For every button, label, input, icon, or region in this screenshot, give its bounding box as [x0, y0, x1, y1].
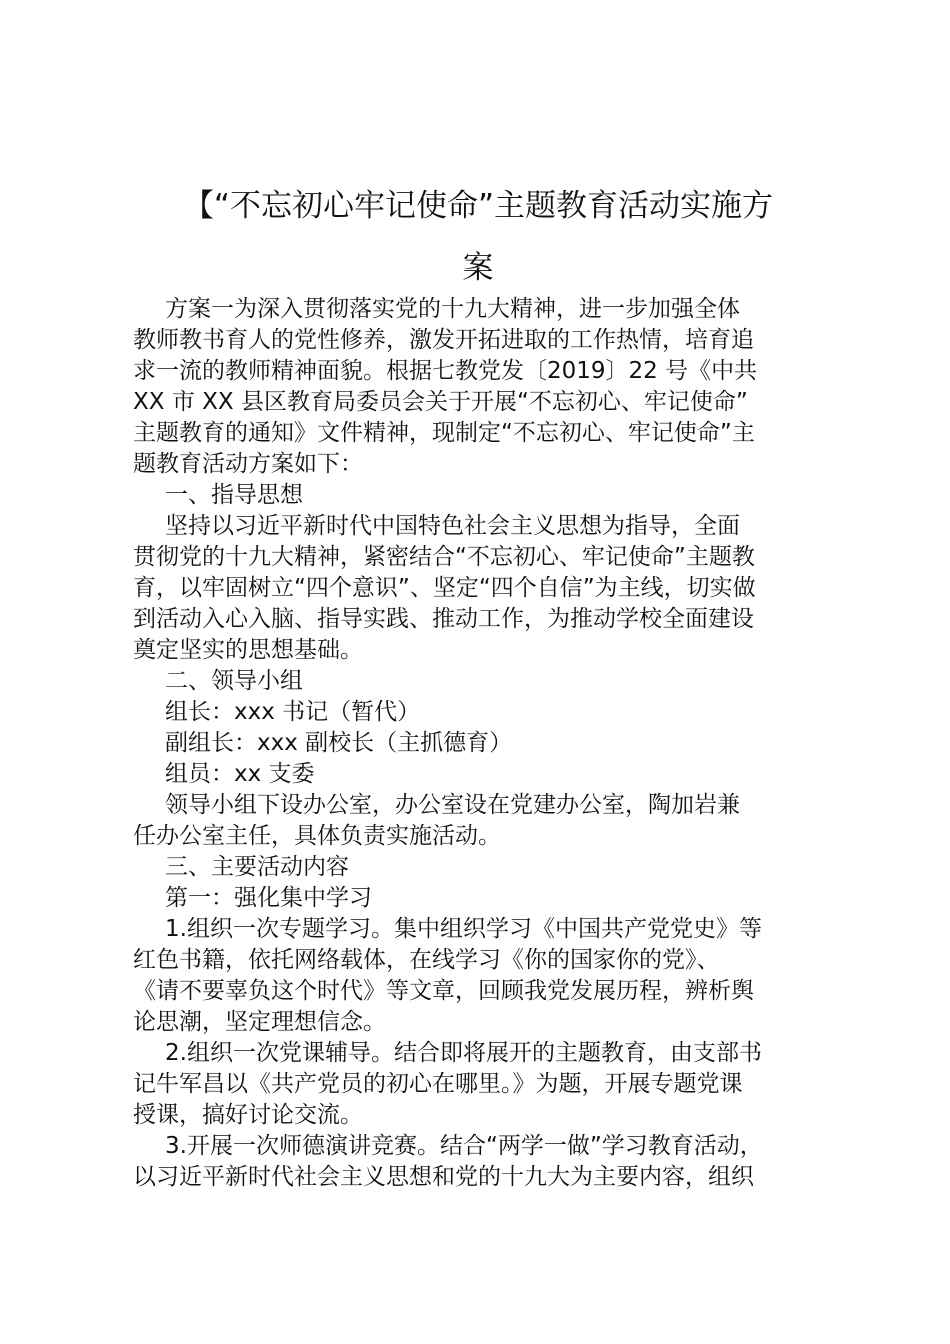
body-text-line: 二、领导小组 — [165, 668, 303, 694]
body-text-line: 3.开展一次师德演讲竞赛。结合“两学一做”学习教育活动， — [165, 1133, 763, 1159]
body-text-line: 教师教书育人的党性修养，激发开拓进取的工作热情，培育追 — [133, 327, 754, 353]
document-title-line-1: 【“不忘初心牢记使命”主题教育活动实施方 — [182, 188, 774, 224]
body-text-line: 方案一为深入贯彻落实党的十九大精神，进一步加强全体 — [165, 296, 740, 322]
body-text-line: 到活动入心入脑、指导实践、推动工作，为推动学校全面建设 — [133, 606, 754, 632]
body-text-line: 1.组织一次专题学习。集中组织学习《中国共产党党史》等 — [165, 916, 762, 942]
body-text-line: 副组长：xxx 副校长（主抓德育） — [165, 730, 513, 756]
body-text-line: 授课，搞好讨论交流。 — [133, 1102, 363, 1128]
body-text-line: 2.组织一次党课辅导。结合即将展开的主题教育，由支部书 — [165, 1040, 762, 1066]
body-text-line: 三、主要活动内容 — [165, 854, 349, 880]
body-text-line: 育，以牢固树立“四个意识”、坚定“四个自信”为主线，切实做 — [133, 575, 756, 601]
body-text-line: 贯彻党的十九大精神，紧密结合“不忘初心、牢记使命”主题教 — [133, 544, 755, 570]
body-text-line: 主题教育的通知》文件精神，现制定“不忘初心、牢记使命”主 — [133, 420, 755, 446]
body-text-line: 组员：xx 支委 — [165, 761, 315, 787]
body-text-line: 记牛军昌以《共产党员的初心在哪里。》为题，开展专题党课 — [133, 1071, 743, 1097]
body-text-line: 以习近平新时代社会主义思想和党的十九大为主要内容，组织 — [133, 1164, 754, 1190]
body-text-line: 坚持以习近平新时代中国特色社会主义思想为指导，全面 — [165, 513, 740, 539]
body-text-line: 论思潮，坚定理想信念。 — [133, 1009, 386, 1035]
body-text-line: XX 市 XX 县区教育局委员会关于开展“不忘初心、牢记使命” — [133, 389, 748, 415]
body-text-line: 红色书籍，依托网络载体，在线学习《你的国家你的党》、 — [133, 947, 720, 973]
document-body — [133, 294, 833, 1193]
body-text-line: 第一：强化集中学习 — [165, 885, 372, 911]
body-text-line: 题教育活动方案如下： — [133, 451, 363, 477]
body-text-line: 领导小组下设办公室，办公室设在党建办公室，陶加岩兼 — [165, 792, 740, 818]
body-text-line: 一、指导思想 — [165, 482, 303, 508]
body-text-line: 组长：xxx 书记（暂代） — [165, 699, 421, 725]
body-text-line: 奠定坚实的思想基础。 — [133, 637, 363, 663]
body-text-line: 《请不要辜负这个时代》等文章，回顾我党发展历程，辨析舆 — [133, 978, 754, 1004]
body-text-line: 求一流的教师精神面貌。根据七教党发〔2019〕22 号《中共 — [133, 358, 758, 384]
document-title-line-2: 案 — [462, 250, 494, 286]
body-text-line: 任办公室主任，具体负责实施活动。 — [133, 823, 501, 849]
